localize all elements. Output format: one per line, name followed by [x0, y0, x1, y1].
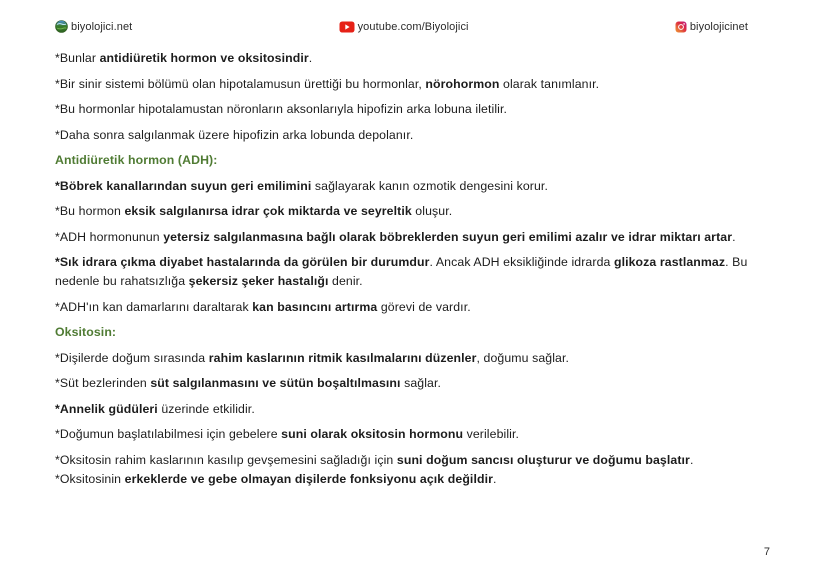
- text-run: .: [689, 452, 694, 467]
- text-run: *Oksitosinin: [55, 471, 125, 486]
- header-instagram-label: biyolojicinet: [689, 20, 748, 33]
- document-body: [55, 49, 778, 489]
- text-run: *ADH hormonunun: [55, 229, 164, 244]
- text-run: *Bu hormon: [55, 204, 125, 218]
- header-youtube: [339, 21, 469, 33]
- text-run: *Annelik güdüleri: [55, 401, 158, 416]
- text-run: yetersiz salgılanmasına bağlı olarak böbreklerden suyun geri emilimi azalır ve idrar miktarı artar: [163, 229, 733, 244]
- text-run: rahim kaslarının ritmik kasılmalarını düzenler: [208, 350, 477, 365]
- text-run: *Oksitosin rahim kaslarının kasılıp gevşemesini sağladığı için: [55, 452, 397, 467]
- paragraph: [55, 177, 776, 196]
- text-run: sağlar.: [400, 376, 442, 390]
- section-heading: [55, 323, 776, 342]
- text-run: *Bir sinir sistemi bölümü olan hipotalamusun ürettiği bu hormonlar,: [55, 76, 426, 91]
- text-run: .: [492, 471, 497, 486]
- page-number: 7: [763, 546, 770, 558]
- text-run: görevi de vardır.: [377, 299, 471, 314]
- paragraph: [55, 100, 776, 119]
- text-run: *Böbrek kanallarından suyun geri emilimini: [55, 178, 312, 193]
- paragraph: [55, 425, 776, 444]
- text-run: Antidiüretik hormon (ADH):: [55, 153, 218, 167]
- text-run: . Ancak ADH eksikliğinde idrarda: [429, 255, 614, 269]
- text-run: şekersiz şeker hastalığı: [188, 274, 329, 288]
- text-run: *Dişilerde doğum sırasında: [55, 350, 209, 365]
- text-run: glikoza rastlanmaz: [613, 255, 726, 269]
- paragraph: [55, 75, 776, 94]
- paragraph: [55, 228, 776, 247]
- text-run: . Bu nedenle bu rahatsızlığa: [55, 255, 748, 288]
- text-run: .: [732, 229, 736, 244]
- text-run: nörohormon: [425, 76, 500, 91]
- paragraph: [55, 49, 776, 68]
- text-run: antidiüretik hormon ve oksitosindir: [99, 51, 309, 65]
- section-heading: [55, 151, 776, 170]
- paragraph: [55, 451, 776, 470]
- text-run: oluşur.: [411, 204, 453, 218]
- header-website-label: biyolojici.net: [71, 20, 133, 33]
- text-run: *ADH'ın kan damarlarını daraltarak: [55, 299, 253, 314]
- text-run: eksik salgılanırsa idrar çok miktarda ve seyreltik: [124, 204, 412, 218]
- text-run: suni olarak oksitosin hormonu: [281, 427, 464, 441]
- text-run: erkeklerde ve gebe olmayan dişilerde fonksiyonu açık değildir: [124, 471, 493, 486]
- text-run: suni doğum sancısı oluşturur ve doğumu başlatır: [396, 452, 690, 467]
- text-run: olarak tanımlanır.: [499, 76, 600, 91]
- text-run: *Sık idrara çıkma diyabet hastalarında da görülen bir durumdur: [55, 255, 430, 269]
- header-instagram: [675, 21, 748, 33]
- paragraph: [55, 374, 776, 393]
- paragraph: [55, 253, 776, 291]
- header-website: [55, 20, 132, 33]
- paragraph: [55, 298, 776, 317]
- text-run: *Doğumun başlatılabilmesi için gebelere: [55, 427, 282, 441]
- instagram-icon: [675, 21, 687, 33]
- text-run: *Süt bezlerinden: [55, 376, 151, 390]
- paragraph: [55, 202, 776, 221]
- text-run: , doğumu sağlar.: [476, 350, 570, 365]
- paragraph: [55, 470, 776, 489]
- text-run: Oksitosin:: [55, 325, 117, 339]
- text-run: .: [308, 51, 313, 65]
- text-run: *Daha sonra salgılanmak üzere hipofizin arka lobunda depolanır.: [55, 127, 414, 142]
- text-run: *Bunlar: [55, 51, 100, 65]
- text-run: üzerinde etkilidir.: [157, 401, 255, 416]
- header-youtube-label: youtube.com/Biyolojici: [357, 20, 469, 33]
- text-run: denir.: [328, 274, 363, 288]
- page-header: [55, 20, 778, 33]
- text-run: sağlayarak kanın ozmotik dengesini korur.: [311, 178, 548, 193]
- text-run: süt salgılanmasını ve sütün boşaltılmasını: [150, 376, 401, 390]
- globe-icon: [55, 20, 68, 33]
- youtube-icon: [339, 21, 355, 33]
- paragraph: [55, 349, 776, 368]
- paragraph: [55, 126, 776, 145]
- text-run: kan basıncını artırma: [252, 299, 378, 314]
- text-run: *Bu hormonlar hipotalamustan nöronların aksonlarıyla hipofizin arka lobuna iletilir.: [55, 102, 508, 116]
- paragraph: [55, 400, 776, 419]
- text-run: verilebilir.: [463, 427, 520, 441]
